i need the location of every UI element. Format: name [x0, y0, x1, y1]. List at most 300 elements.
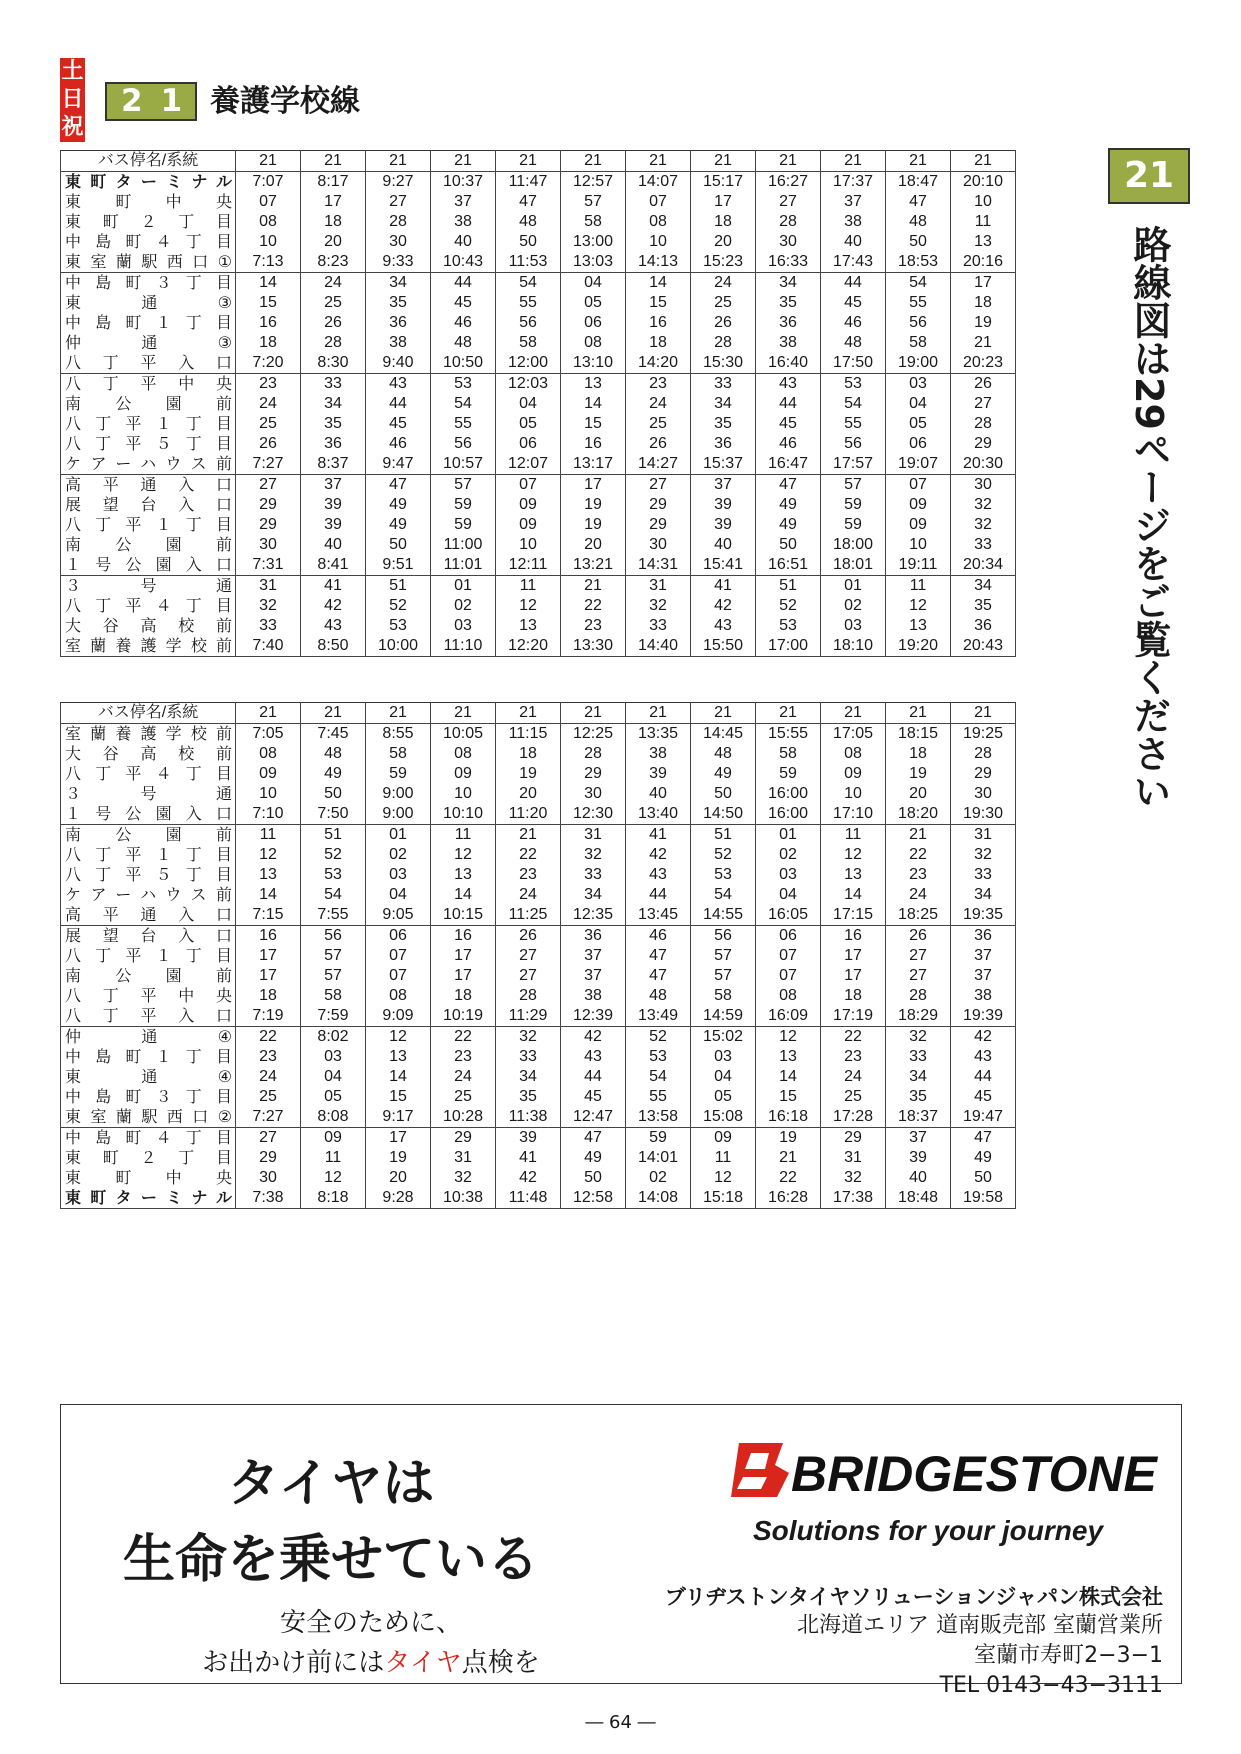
departure-time: 18:15 — [886, 724, 951, 745]
departure-time: 11 — [236, 825, 301, 846]
departure-time: 35 — [691, 414, 756, 434]
departure-time: 12 — [431, 845, 496, 865]
departure-time: 58 — [886, 333, 951, 353]
timetable-row — [61, 192, 1016, 212]
departure-time: 22 — [431, 1027, 496, 1048]
departure-time: 17:28 — [821, 1107, 886, 1128]
departure-time: 14:31 — [626, 555, 691, 576]
departure-time: 49 — [301, 764, 366, 784]
departure-time: 12:03 — [496, 374, 561, 395]
departure-time: 9:09 — [366, 1006, 431, 1027]
departure-time: 26 — [301, 313, 366, 333]
departure-time: 36 — [951, 926, 1016, 947]
departure-time: 36 — [756, 313, 821, 333]
departure-time: 48 — [431, 333, 496, 353]
departure-time: 53 — [431, 374, 496, 395]
route-code-header: 21 — [561, 151, 626, 172]
departure-time: 06 — [561, 313, 626, 333]
stop-name: 仲通③ — [61, 333, 236, 353]
departure-time: 14:50 — [691, 804, 756, 825]
departure-time: 13:58 — [626, 1107, 691, 1128]
departure-time: 16 — [561, 434, 626, 454]
departure-time: 22 — [821, 1027, 886, 1048]
departure-time: 12:11 — [496, 555, 561, 576]
departure-time: 50 — [301, 784, 366, 804]
timetable-row — [61, 865, 1016, 885]
departure-time: 44 — [821, 273, 886, 294]
departure-time: 02 — [366, 845, 431, 865]
departure-time: 06 — [496, 434, 561, 454]
departure-time: 14:55 — [691, 905, 756, 926]
page-number: ― 64 ― — [585, 1712, 656, 1733]
departure-time: 13:00 — [561, 232, 626, 252]
departure-time: 27 — [886, 946, 951, 966]
departure-time: 25 — [626, 414, 691, 434]
departure-time: 11 — [951, 212, 1016, 232]
departure-time: 16:27 — [756, 172, 821, 193]
departure-time: 15:50 — [691, 636, 756, 657]
departure-time: 12:00 — [496, 353, 561, 374]
departure-time: 29 — [431, 1128, 496, 1149]
departure-time: 25 — [236, 1087, 301, 1107]
departure-time: 9:00 — [366, 804, 431, 825]
timetable-row — [61, 374, 1016, 395]
departure-time: 10:50 — [431, 353, 496, 374]
departure-time: 14:07 — [626, 172, 691, 193]
stop-name: 東町ターミナル — [61, 172, 236, 193]
departure-time: 56 — [301, 926, 366, 947]
timetable-header-row — [61, 151, 1016, 172]
departure-time: 39 — [301, 515, 366, 535]
departure-time: 19:47 — [951, 1107, 1016, 1128]
departure-time: 19:58 — [951, 1188, 1016, 1209]
departure-time: 09 — [821, 764, 886, 784]
departure-time: 52 — [366, 596, 431, 616]
departure-time: 41 — [626, 825, 691, 846]
timetable-row — [61, 1107, 1016, 1128]
logo-wordmark: BRIDGESTONE — [791, 1446, 1157, 1502]
departure-time: 27 — [626, 475, 691, 496]
departure-time: 11 — [821, 825, 886, 846]
route-code-header: 21 — [626, 151, 691, 172]
departure-time: 29 — [236, 495, 301, 515]
departure-time: 22 — [561, 596, 626, 616]
departure-time: 42 — [561, 1027, 626, 1048]
departure-time: 11:15 — [496, 724, 561, 745]
timetable-row — [61, 495, 1016, 515]
departure-time: 11:38 — [496, 1107, 561, 1128]
departure-time: 30 — [236, 535, 301, 555]
departure-time: 51 — [301, 825, 366, 846]
departure-time: 15:37 — [691, 454, 756, 475]
departure-time: 19:25 — [951, 724, 1016, 745]
departure-time: 42 — [691, 596, 756, 616]
departure-time: 12:30 — [561, 804, 626, 825]
departure-time: 47 — [886, 192, 951, 212]
departure-time: 57 — [561, 192, 626, 212]
departure-time: 17 — [951, 273, 1016, 294]
departure-time: 43 — [756, 374, 821, 395]
departure-time: 47 — [951, 1128, 1016, 1149]
stop-name: 中島町４丁目 — [61, 232, 236, 252]
timetable-row — [61, 784, 1016, 804]
departure-time: 54 — [691, 885, 756, 905]
departure-time: 23 — [431, 1047, 496, 1067]
timetable-row — [61, 636, 1016, 657]
departure-time: 08 — [626, 212, 691, 232]
stop-name: 東通③ — [61, 293, 236, 313]
departure-time: 35 — [496, 1087, 561, 1107]
departure-time: 19:20 — [886, 636, 951, 657]
departure-time: 18:37 — [886, 1107, 951, 1128]
departure-time: 15:55 — [756, 724, 821, 745]
timetable-row — [61, 212, 1016, 232]
departure-time: 12:07 — [496, 454, 561, 475]
departure-time: 07 — [886, 475, 951, 496]
departure-time: 13:17 — [561, 454, 626, 475]
departure-time: 19:35 — [951, 905, 1016, 926]
timetable-row — [61, 293, 1016, 313]
departure-time: 24 — [496, 885, 561, 905]
route-code-header: 21 — [821, 703, 886, 724]
departure-time: 42 — [626, 845, 691, 865]
departure-time: 9:00 — [366, 784, 431, 804]
departure-time: 16 — [431, 926, 496, 947]
departure-time: 14 — [431, 885, 496, 905]
departure-time: 14 — [366, 1067, 431, 1087]
stop-name: ３号通 — [61, 784, 236, 804]
departure-time: 39 — [301, 495, 366, 515]
departure-time: 50 — [496, 232, 561, 252]
departure-time: 10 — [951, 192, 1016, 212]
departure-time: 18:10 — [821, 636, 886, 657]
departure-time: 27 — [886, 966, 951, 986]
departure-time: 12 — [886, 596, 951, 616]
departure-time: 15 — [626, 293, 691, 313]
departure-time: 51 — [366, 576, 431, 597]
departure-time: 24 — [821, 1067, 886, 1087]
departure-time: 45 — [431, 293, 496, 313]
departure-time: 11 — [886, 576, 951, 597]
departure-time: 17 — [236, 946, 301, 966]
departure-time: 49 — [951, 1148, 1016, 1168]
departure-time: 53 — [756, 616, 821, 636]
departure-time: 55 — [821, 414, 886, 434]
timetable-header-row — [61, 703, 1016, 724]
route-code-header: 21 — [756, 703, 821, 724]
departure-time: 22 — [236, 1027, 301, 1048]
departure-time: 19:11 — [886, 555, 951, 576]
departure-time: 10:57 — [431, 454, 496, 475]
departure-time: 42 — [496, 1168, 561, 1188]
departure-time: 13 — [366, 1047, 431, 1067]
ad-headline-2: 生命を乗せている — [122, 1530, 539, 1590]
departure-time: 8:08 — [301, 1107, 366, 1128]
stop-name: 八丁平１丁目 — [61, 414, 236, 434]
departure-time: 59 — [821, 515, 886, 535]
departure-time: 07 — [236, 192, 301, 212]
departure-time: 18 — [626, 333, 691, 353]
departure-time: 43 — [561, 1047, 626, 1067]
departure-time: 37 — [691, 475, 756, 496]
departure-time: 17:43 — [821, 252, 886, 273]
departure-time: 16:00 — [756, 784, 821, 804]
stop-name: 南公園前 — [61, 394, 236, 414]
departure-time: 28 — [691, 333, 756, 353]
departure-time: 34 — [561, 885, 626, 905]
departure-time: 36 — [561, 926, 626, 947]
departure-time: 03 — [691, 1047, 756, 1067]
departure-time: 20:34 — [951, 555, 1016, 576]
departure-time: 08 — [236, 212, 301, 232]
departure-time: 49 — [756, 495, 821, 515]
departure-time: 31 — [821, 1148, 886, 1168]
departure-time: 02 — [756, 845, 821, 865]
route-code-header: 21 — [366, 703, 431, 724]
departure-time: 16:18 — [756, 1107, 821, 1128]
stop-name: １号公園入口 — [61, 555, 236, 576]
departure-time: 56 — [496, 313, 561, 333]
departure-time: 05 — [691, 1087, 756, 1107]
departure-time: 44 — [561, 1067, 626, 1087]
departure-time: 09 — [431, 764, 496, 784]
departure-time: 43 — [366, 374, 431, 395]
departure-time: 12 — [691, 1168, 756, 1188]
departure-time: 13 — [951, 232, 1016, 252]
route-code-header: 21 — [496, 151, 561, 172]
departure-time: 14:45 — [691, 724, 756, 745]
departure-time: 12 — [301, 1168, 366, 1188]
stop-name: 八丁平入口 — [61, 353, 236, 374]
departure-time: 10:28 — [431, 1107, 496, 1128]
departure-time: 45 — [821, 293, 886, 313]
route-name: 養護学校線 — [210, 84, 360, 119]
departure-time: 59 — [366, 764, 431, 784]
departure-time: 58 — [561, 212, 626, 232]
stop-name: 室蘭養護学校前 — [61, 724, 236, 745]
departure-time: 18 — [431, 986, 496, 1006]
departure-time: 12:47 — [561, 1107, 626, 1128]
departure-time: 02 — [821, 596, 886, 616]
departure-time: 18 — [691, 212, 756, 232]
timetable-row — [61, 434, 1016, 454]
departure-time: 13 — [561, 374, 626, 395]
departure-time: 22 — [756, 1168, 821, 1188]
departure-time: 7:27 — [236, 1107, 301, 1128]
departure-time: 8:17 — [301, 172, 366, 193]
departure-time: 13:49 — [626, 1006, 691, 1027]
departure-time: 34 — [366, 273, 431, 294]
stop-name: 八丁平中央 — [61, 374, 236, 395]
departure-time: 36 — [691, 434, 756, 454]
departure-time: 54 — [496, 273, 561, 294]
departure-time: 7:05 — [236, 724, 301, 745]
departure-time: 34 — [496, 1067, 561, 1087]
departure-time: 7:19 — [236, 1006, 301, 1027]
departure-time: 09 — [301, 1128, 366, 1149]
departure-time: 29 — [236, 515, 301, 535]
stop-name: 八丁平１丁目 — [61, 946, 236, 966]
departure-time: 58 — [691, 986, 756, 1006]
departure-time: 27 — [951, 394, 1016, 414]
departure-time: 48 — [626, 986, 691, 1006]
departure-time: 33 — [691, 374, 756, 395]
departure-time: 20:16 — [951, 252, 1016, 273]
stop-name: 室蘭養護学校前 — [61, 636, 236, 657]
departure-time: 23 — [236, 1047, 301, 1067]
departure-time: 17:37 — [821, 172, 886, 193]
departure-time: 07 — [756, 966, 821, 986]
departure-time: 38 — [431, 212, 496, 232]
departure-time: 47 — [366, 475, 431, 496]
departure-time: 19:30 — [951, 804, 1016, 825]
departure-time: 39 — [691, 515, 756, 535]
route-code-header: 21 — [886, 151, 951, 172]
departure-time: 59 — [431, 495, 496, 515]
departure-time: 16:33 — [756, 252, 821, 273]
departure-time: 13 — [756, 1047, 821, 1067]
departure-time: 13:45 — [626, 905, 691, 926]
timetable-row — [61, 475, 1016, 496]
departure-time: 02 — [626, 1168, 691, 1188]
departure-time: 9:27 — [366, 172, 431, 193]
departure-time: 14:20 — [626, 353, 691, 374]
departure-time: 19 — [886, 764, 951, 784]
departure-time: 27 — [236, 1128, 301, 1149]
departure-time: 54 — [301, 885, 366, 905]
departure-time: 19:39 — [951, 1006, 1016, 1027]
timetable-row — [61, 946, 1016, 966]
departure-time: 35 — [886, 1087, 951, 1107]
departure-time: 30 — [626, 535, 691, 555]
departure-time: 36 — [951, 616, 1016, 636]
departure-time: 53 — [366, 616, 431, 636]
departure-time: 18:48 — [886, 1188, 951, 1209]
departure-time: 11:00 — [431, 535, 496, 555]
timetable-row — [61, 845, 1016, 865]
departure-time: 29 — [626, 495, 691, 515]
departure-time: 14 — [756, 1067, 821, 1087]
departure-time: 12:25 — [561, 724, 626, 745]
departure-time: 23 — [886, 865, 951, 885]
departure-time: 11 — [691, 1148, 756, 1168]
departure-time: 23 — [561, 616, 626, 636]
stop-name: 南公園前 — [61, 825, 236, 846]
departure-time: 19:07 — [886, 454, 951, 475]
route-code-header: 21 — [561, 703, 626, 724]
departure-time: 11:10 — [431, 636, 496, 657]
logo-b-mark — [731, 1443, 789, 1497]
departure-time: 18:00 — [821, 535, 886, 555]
departure-time: 17 — [821, 946, 886, 966]
departure-time: 9:05 — [366, 905, 431, 926]
timetable-row — [61, 966, 1016, 986]
departure-time: 50 — [756, 535, 821, 555]
departure-time: 34 — [301, 394, 366, 414]
departure-time: 32 — [951, 515, 1016, 535]
departure-time: 12:20 — [496, 636, 561, 657]
departure-time: 34 — [886, 1067, 951, 1087]
departure-time: 13 — [236, 865, 301, 885]
branch-name: 北海道エリア 道南販売部 室蘭営業所 — [797, 1613, 1163, 1638]
stop-column-header: バス停名/系統 — [61, 703, 236, 724]
departure-time: 7:40 — [236, 636, 301, 657]
timetable-row — [61, 252, 1016, 273]
departure-time: 08 — [561, 333, 626, 353]
departure-time: 03 — [886, 374, 951, 395]
departure-time: 09 — [236, 764, 301, 784]
departure-time: 07 — [756, 946, 821, 966]
stop-name: 大谷高校前 — [61, 616, 236, 636]
departure-time: 37 — [561, 966, 626, 986]
departure-time: 45 — [951, 1087, 1016, 1107]
departure-time: 24 — [301, 273, 366, 294]
route-code-header: 21 — [691, 151, 756, 172]
departure-time: 11:25 — [496, 905, 561, 926]
departure-time: 12:57 — [561, 172, 626, 193]
departure-time: 35 — [366, 293, 431, 313]
departure-time: 08 — [821, 744, 886, 764]
departure-time: 11 — [301, 1148, 366, 1168]
departure-time: 19 — [561, 515, 626, 535]
departure-time: 38 — [821, 212, 886, 232]
stop-name: 大谷高校前 — [61, 744, 236, 764]
departure-time: 7:15 — [236, 905, 301, 926]
departure-time: 42 — [951, 1027, 1016, 1048]
departure-time: 22 — [496, 845, 561, 865]
departure-time: 52 — [756, 596, 821, 616]
departure-time: 24 — [236, 1067, 301, 1087]
departure-time: 18:53 — [886, 252, 951, 273]
departure-time: 39 — [691, 495, 756, 515]
departure-time: 30 — [236, 1168, 301, 1188]
advertisement — [60, 1404, 1182, 1698]
departure-time: 48 — [886, 212, 951, 232]
departure-time: 07 — [626, 192, 691, 212]
timetable-row — [61, 454, 1016, 475]
departure-time: 46 — [821, 313, 886, 333]
departure-time: 47 — [626, 946, 691, 966]
departure-time: 37 — [886, 1128, 951, 1149]
departure-time: 13 — [431, 865, 496, 885]
route-code-header: 21 — [236, 703, 301, 724]
timetable-row — [61, 172, 1016, 193]
departure-time: 11:53 — [496, 252, 561, 273]
departure-time: 27 — [756, 192, 821, 212]
company-name: ブリヂストンタイヤソリューションジャパン株式会社 — [664, 1585, 1163, 1609]
departure-time: 21 — [496, 825, 561, 846]
departure-time: 33 — [951, 865, 1016, 885]
timetable-row — [61, 724, 1016, 745]
timetable-row — [61, 353, 1016, 374]
departure-time: 46 — [431, 313, 496, 333]
departure-time: 7:38 — [236, 1188, 301, 1209]
departure-time: 21 — [886, 825, 951, 846]
departure-time: 15:08 — [691, 1107, 756, 1128]
departure-time: 33 — [886, 1047, 951, 1067]
departure-time: 56 — [431, 434, 496, 454]
departure-time: 35 — [951, 596, 1016, 616]
departure-time: 41 — [691, 576, 756, 597]
timetable-row — [61, 333, 1016, 353]
timetable-row — [61, 273, 1016, 294]
departure-time: 17 — [431, 966, 496, 986]
departure-time: 20 — [301, 232, 366, 252]
timetable-row — [61, 1148, 1016, 1168]
departure-time: 58 — [366, 744, 431, 764]
departure-time: 05 — [301, 1087, 366, 1107]
departure-time: 32 — [236, 596, 301, 616]
